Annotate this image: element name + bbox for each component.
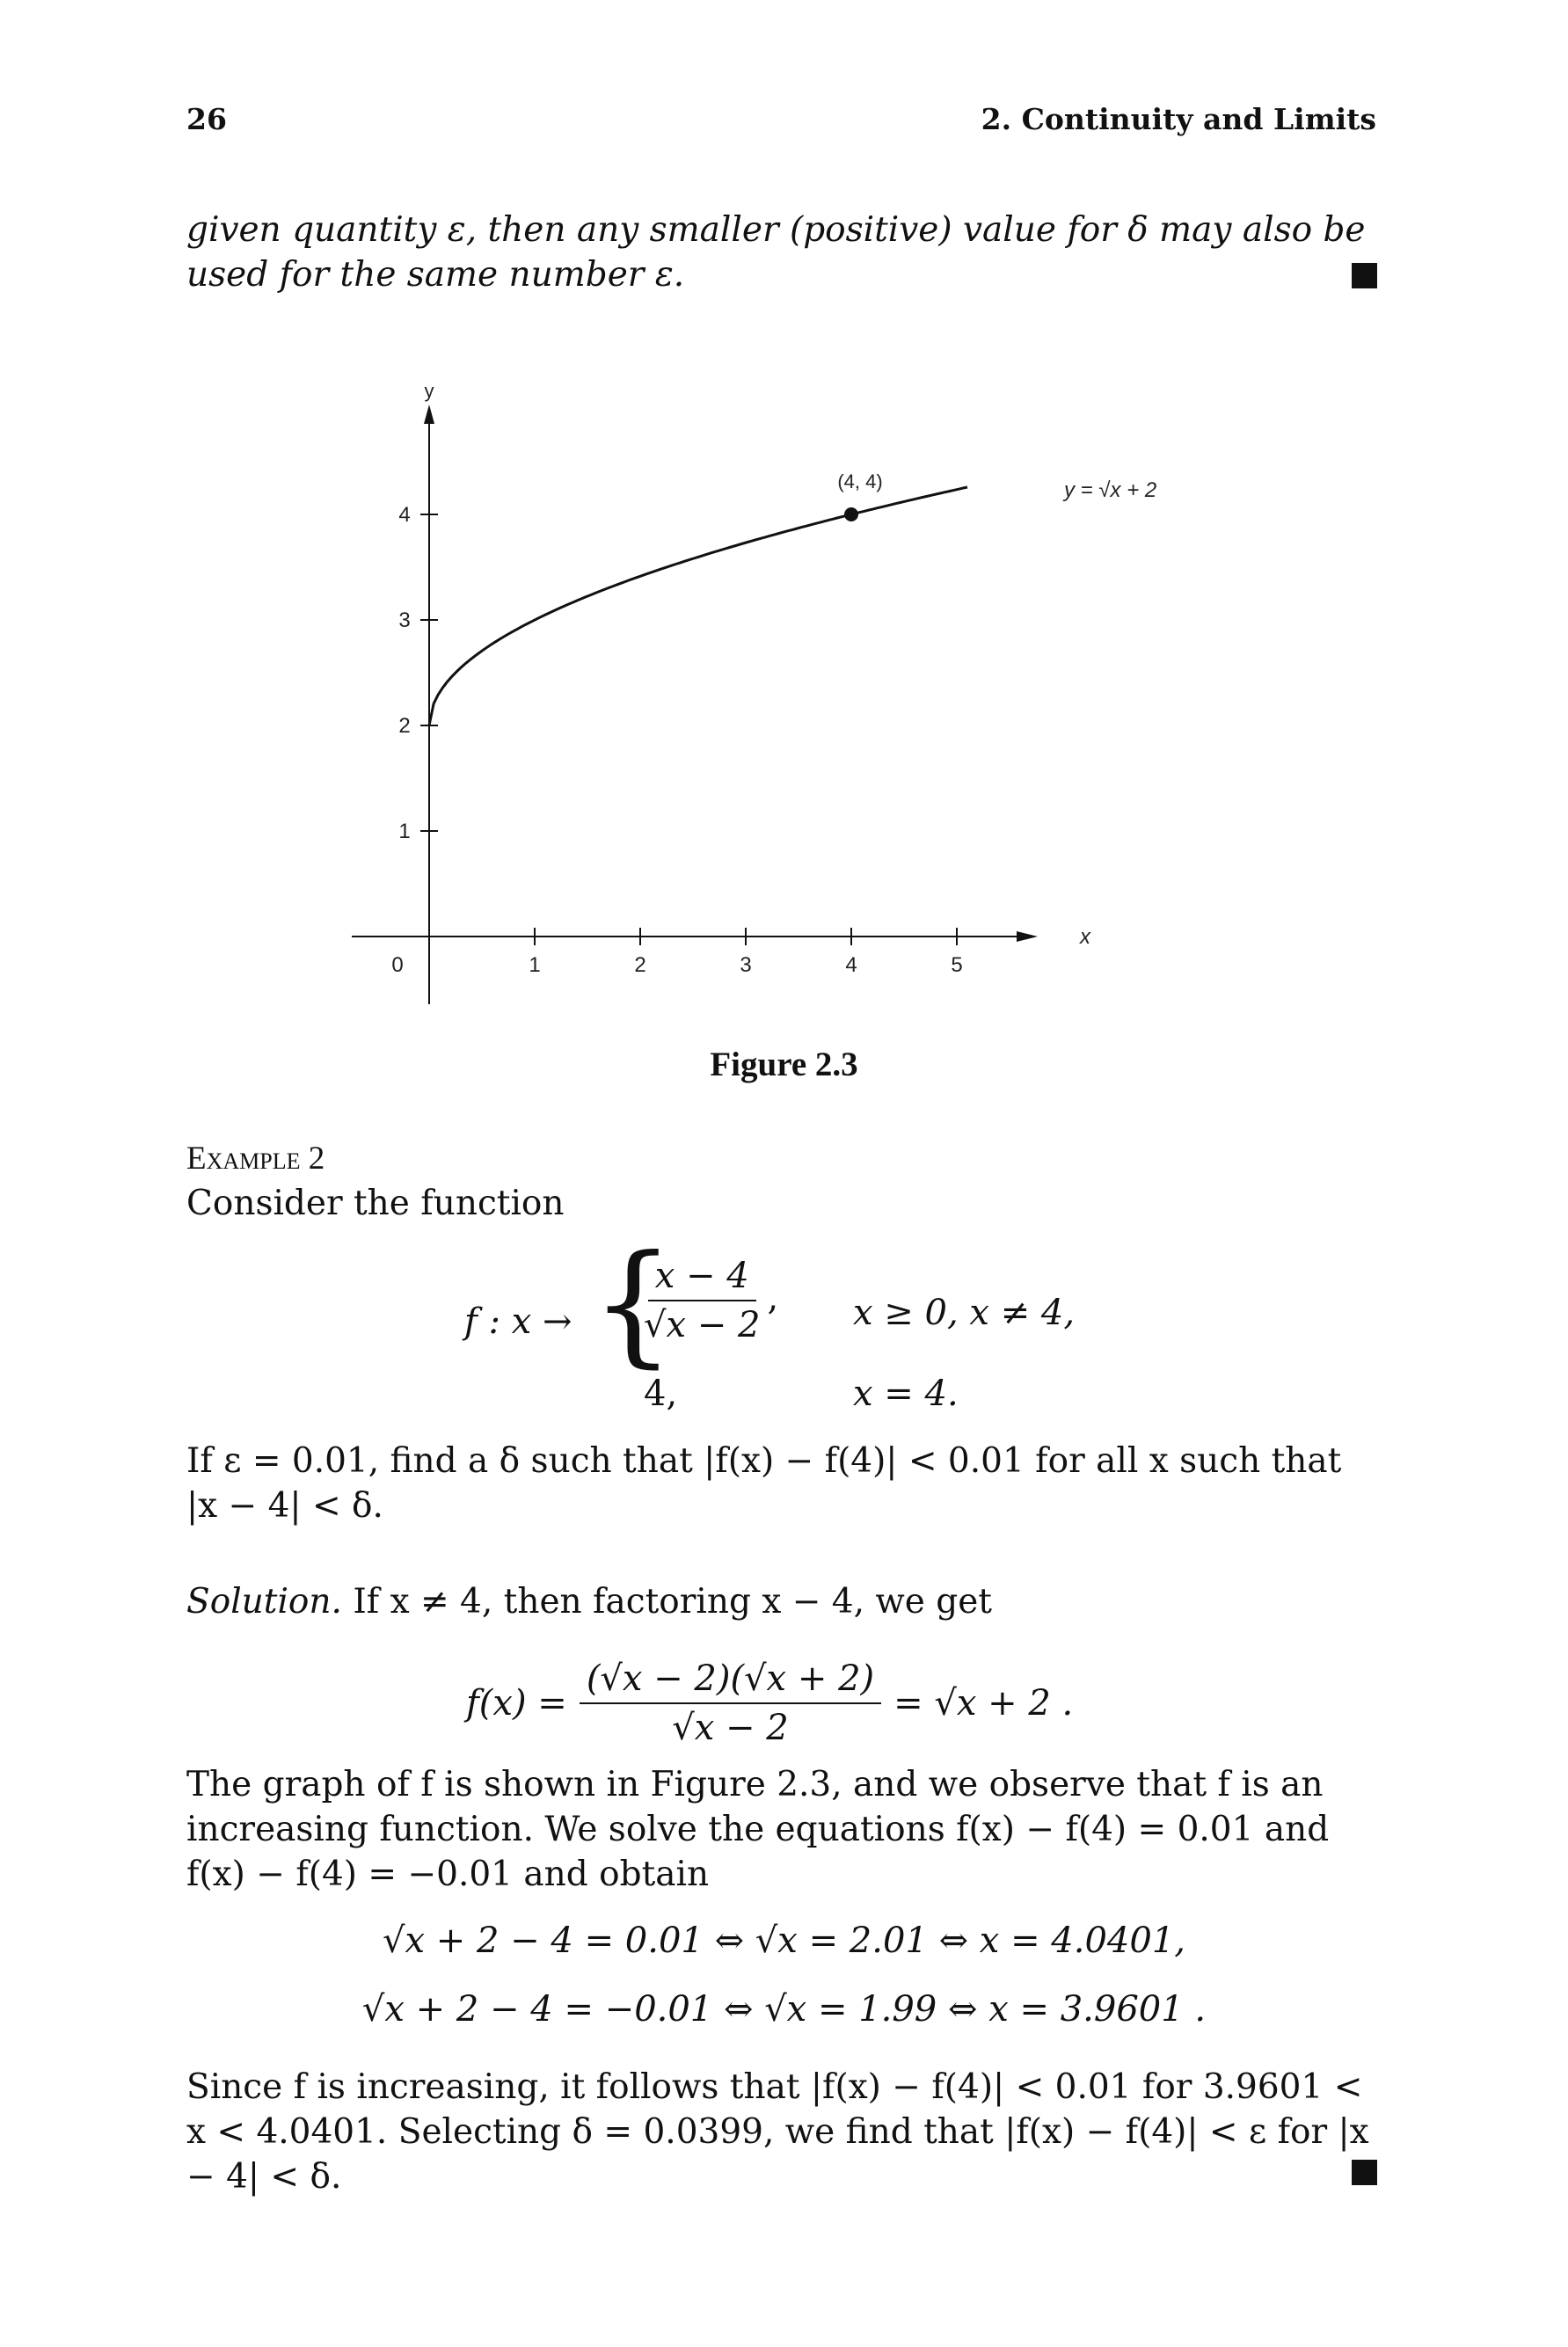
y-tick-label-2: 2 <box>398 714 411 738</box>
x-tick-label-5: 5 <box>951 953 963 977</box>
chapter-title: 2. Continuity and Limits <box>981 102 1376 136</box>
y-tick-label-4: 4 <box>398 503 411 527</box>
figure-graph <box>334 378 1231 1011</box>
example-intro: Consider the function <box>186 1184 565 1223</box>
solution-paragraph-2: The graph of f is shown in Figure 2.3, and we observe that f is an increasing function. We solve the equations f(x) − f(4) = 0.01 and f(x) − f(4) = −0.01 and obtain <box>186 1765 1330 1894</box>
x-tick-label-3: 3 <box>740 953 752 977</box>
case1-expression: $\frac{x - 4}{√x - 2}$ , <box>637 1256 778 1345</box>
eq-lhs: f(x) = <box>466 1683 567 1724</box>
y-tick-label-3: 3 <box>398 609 411 632</box>
eq-rhs: = √x + 2 . <box>893 1683 1074 1724</box>
x-axis-arrow <box>1017 931 1038 942</box>
func-lhs: f : x → <box>464 1301 573 1342</box>
x-tick-label-0: 0 <box>391 953 404 977</box>
solution-paragraph-3: Since f is increasing, it follows that |f(x) − f(4)| < 0.01 for 3.9601 < x < 4.0401. Selecting δ = 0.0399, we find that |f(x) − f(4)| < ε for |x − 4| < δ. <box>186 2067 1369 2197</box>
problem-statement: If ε = 0.01, find a δ such that |f(x) − f(4)| < 0.01 for all x such that |x − 4| < δ. <box>186 1441 1342 1526</box>
point-label: (4, 4) <box>837 470 883 492</box>
equation-lower: √x + 2 − 4 = −0.01 ⇔ √x = 1.99 ⇔ x = 3.9601 . <box>361 1989 1207 2030</box>
figure-caption: Figure 2.3 <box>710 1046 858 1083</box>
intro-text: given quantity ε, then any smaller (positive) value for δ may also be used for the same number ε. <box>186 210 1366 295</box>
case2-value: 4, <box>644 1374 678 1414</box>
curve-sqrt-x-plus-2 <box>429 487 967 725</box>
case1-numerator: x − 4 <box>648 1256 756 1301</box>
qed-mark-end <box>1352 2160 1377 2185</box>
case2-condition: x = 4. <box>853 1374 959 1414</box>
page-number: 26 <box>186 102 227 136</box>
x-tick-label-2: 2 <box>634 953 646 977</box>
solution-label: Solution. <box>186 1582 342 1622</box>
example-heading: Example 2 <box>186 1141 325 1177</box>
equation-upper: √x + 2 − 4 = 0.01 ⇔ √x = 2.01 ⇔ x = 4.0401, <box>383 1921 1185 1961</box>
solution-text: If x ≠ 4, then factoring x − 4, we get <box>353 1582 992 1622</box>
y-tick-label-1: 1 <box>398 820 411 843</box>
qed-mark <box>1352 263 1377 288</box>
solution-line1 <box>186 1579 1377 1624</box>
case1-denominator: √x − 2 <box>644 1305 761 1345</box>
curve-label: y = √x + 2 <box>1064 478 1157 502</box>
eq-denominator: √x − 2 <box>672 1708 789 1748</box>
eq-numerator: (√x − 2)(√x + 2) <box>580 1658 881 1704</box>
intro-paragraph <box>186 208 1377 297</box>
y-axis-arrow <box>424 405 434 424</box>
factored-equation <box>466 1658 1073 1748</box>
point-4-4 <box>844 507 858 521</box>
x-axis-label: x <box>1080 925 1090 949</box>
x-tick-label-1: 1 <box>529 953 541 977</box>
case1-condition: x ≥ 0, x ≠ 4, <box>853 1293 1076 1333</box>
axes <box>352 380 1091 1004</box>
x-tick-label-4: 4 <box>845 953 857 977</box>
left-brace: { <box>591 1228 675 1381</box>
y-axis-label: y <box>424 380 434 402</box>
